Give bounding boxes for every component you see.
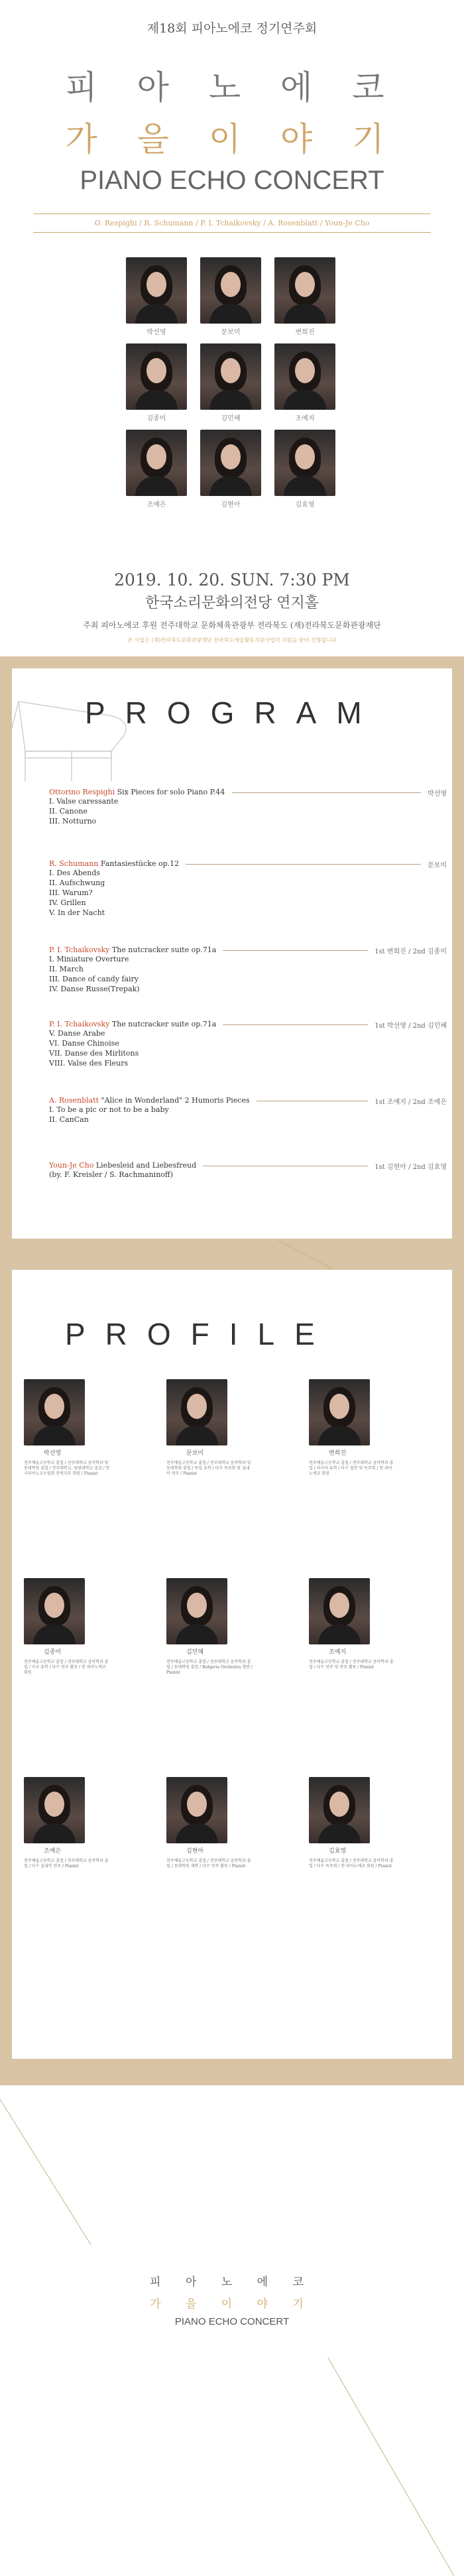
program-movement: IV. Danse Russe(Trepak)	[49, 985, 140, 993]
program-movement: III. Warum?	[49, 889, 93, 897]
poster-header	[0, 0, 464, 656]
program-movement: VII. Danse des Mirlitons	[49, 1049, 139, 1058]
program-item	[49, 1161, 447, 1180]
program-work: The nutcracker suite op.71a	[111, 1020, 217, 1028]
footer-section	[0, 2085, 464, 2569]
program-performer: 박선영	[428, 790, 447, 798]
performer-cell	[274, 343, 335, 422]
program-movement: IV. Grillen	[49, 898, 86, 907]
program-composer: R. Schumann	[49, 859, 99, 868]
program-item	[49, 859, 447, 918]
performer-cell	[200, 430, 261, 509]
program-work: Liebesleid and Liebesfreud	[95, 1161, 197, 1170]
performer-cell	[274, 257, 335, 336]
program-movement: II. March	[49, 965, 84, 973]
profile-entry	[309, 1379, 395, 1477]
support-note: 본 사업은 (재)전라북도문화관광재단 전라북도예술활동지원사업의 지원을 받아 진행됩니다	[127, 637, 337, 643]
profile-name: 김효영	[329, 1848, 347, 1855]
performer-name: 문보미	[221, 329, 241, 336]
program-movement: II. CanCan	[49, 1115, 89, 1124]
title-korean-1: 피 아 노 에 코	[65, 68, 399, 107]
program-item	[49, 946, 447, 994]
profile-bio: 전주예술고등학교 졸업 / 전주대학교 음악학과 졸업 / 다수 연주 및 반주 활동 / Pianist	[309, 1660, 394, 1670]
profile-bio: 전주예술고등학교 졸업 / 전주대학교 음악학과 및 동대학원 졸업 / 전주대학교, 원광대학교 출강 / 한국피아노교수협회 전북지부 회원 / Pianist	[24, 1461, 110, 1476]
program-rule	[186, 864, 421, 865]
program-movement: V. Danse Arabe	[49, 1029, 105, 1038]
profile-section	[0, 1270, 464, 2085]
footer-title-korean-1: 피 아 노 에 코	[150, 2276, 314, 2289]
profile-name: 문보미	[186, 1450, 204, 1457]
profile-bio: 전주예술고등학교 졸업 / 전주대학교 음악학과 졸업 / 다수 실내악 연주 / Pianist	[24, 1859, 109, 1869]
program-movement: (by. F. Kreisler / S. Rachmaninoff)	[49, 1170, 174, 1179]
program-rule	[232, 792, 421, 793]
profile-bio: 전주예술고등학교 졸업 / 전주대학교 음악학과 졸업 / 미국 유학 / 다수 연주 활동 / 현 피아노에코 회원	[24, 1660, 109, 1675]
portrait-photo	[200, 430, 261, 496]
portrait-photo	[166, 1777, 227, 1843]
portrait-photo	[24, 1379, 85, 1445]
profile-entry	[309, 1777, 395, 1869]
program-work: The nutcracker suite op.71a	[111, 946, 217, 954]
profile-entry	[309, 1578, 395, 1670]
performer-name: 김민혜	[221, 415, 241, 422]
portrait-photo	[274, 343, 335, 410]
portrait-photo	[126, 343, 187, 410]
portrait-photo	[126, 430, 187, 496]
profile-name: 변희진	[329, 1450, 347, 1457]
composer-list: O. Respighi / R. Schumann / P. I. Tchaikovsky / A. Rosenblatt / Youn-Je Cho	[94, 219, 370, 227]
program-composer: Youn-Je Cho	[49, 1161, 94, 1170]
program-movement: III. Dance of candy fairy	[49, 975, 139, 983]
portrait-photo	[274, 430, 335, 496]
profile-entry	[24, 1578, 110, 1676]
program-rule	[223, 1024, 368, 1025]
performer-name: 변희진	[295, 329, 315, 336]
profile-bio: 전주예술고등학교 졸업 / 전주대학교 음악학과 졸업 / 동대학원 재학 / 다수 연주 활동 / Pianist	[166, 1859, 251, 1869]
profile-entry	[166, 1379, 253, 1477]
performer-name: 김종미	[146, 415, 166, 422]
portrait-photo	[24, 1578, 85, 1644]
decor-line	[0, 2099, 91, 2245]
portrait-photo	[200, 343, 261, 410]
footer-title-english: PIANO ECHO CONCERT	[174, 2316, 290, 2327]
portrait-photo	[309, 1578, 370, 1644]
portrait-photo	[166, 1379, 227, 1445]
performer-cell	[126, 257, 187, 336]
program-movement: II. Canone	[49, 807, 87, 816]
performer-name: 조예지	[295, 415, 315, 422]
profile-bio: 전주예술고등학교 졸업 / 전주대학교 음악학과 및 동대학원 졸업 / 독일 유학 / 다수 독주회 및 실내악 연주 / Pianist	[166, 1461, 251, 1476]
program-composer: P. I. Tchaikovsky	[49, 946, 110, 954]
program-composer: Ottorino Respighi	[49, 788, 115, 796]
program-composer: A. Rosenblatt	[49, 1096, 99, 1105]
portrait-photo	[274, 257, 335, 324]
program-movement: I. Des Abends	[49, 869, 101, 877]
program-rule	[223, 950, 368, 951]
program-performer: 1st 조예지 / 2nd 조예은	[375, 1099, 447, 1106]
performer-cell	[200, 257, 261, 336]
program-performer: 1st 변희진 / 2nd 김종미	[375, 948, 447, 955]
profile-name: 김종미	[44, 1649, 62, 1656]
performer-cell	[126, 343, 187, 422]
program-movement: VI. Danse Chinoise	[49, 1039, 119, 1048]
performer-cell	[200, 343, 261, 422]
profile-bio: 전주예술고등학교 졸업 / 전주대학교 음악학과 졸업 / 동대학원 졸업 / Bulgaria Orchestra 협연 / Pianist	[166, 1660, 253, 1675]
performer-name: 김현아	[221, 501, 241, 509]
program-item	[49, 1020, 447, 1068]
profile-name: 조예은	[44, 1848, 62, 1855]
profile-entry	[24, 1379, 110, 1477]
footer-title-korean-2: 가 을 이 야 기	[150, 2298, 314, 2311]
profile-bio: 전주예술고등학교 졸업 / 전주대학교 음악학과 졸업 / 러시아 유학 / 다수 협연 및 독주회 / 현 피아노에코 회원	[309, 1461, 394, 1476]
program-section	[0, 656, 464, 1270]
profile-bio: 전주예술고등학교 졸업 / 전주대학교 음악학과 졸업 / 다수 독주회 / 현 피아노에코 회원 / Pianist	[309, 1859, 394, 1869]
performer-name: 조예은	[146, 501, 166, 509]
performer-cell	[274, 430, 335, 509]
portrait-photo	[200, 257, 261, 324]
profile-name: 조예지	[329, 1649, 347, 1656]
edition-label: 제18회 피아노에코 정기연주회	[146, 21, 318, 36]
program-movement: VIII. Valse des Fleurs	[49, 1059, 128, 1068]
divider-bottom	[33, 232, 431, 233]
portrait-photo	[166, 1578, 227, 1644]
program-item	[49, 788, 447, 826]
program-title: PROGRAM	[85, 696, 382, 730]
performer-cell	[126, 430, 187, 509]
program-performer: 1st 김현아 / 2nd 김효영	[375, 1164, 447, 1171]
program-work: Six Pieces for solo Piano P.44	[117, 788, 225, 796]
program-movement: II. Aufschwung	[49, 879, 105, 887]
event-date: 2019. 10. 20. SUN. 7:30 PM	[114, 570, 350, 589]
profile-entry	[166, 1777, 253, 1869]
title-korean-2: 가 을 이 야 기	[65, 120, 399, 158]
event-venue: 한국소리문화의전당 연지홀	[145, 595, 319, 611]
portrait-photo	[126, 257, 187, 324]
profile-title: PROFILE	[65, 1317, 335, 1351]
organizer-line: 주최 피아노에코 후원 전주대학교 문화체육관광부 전라북도 (재)전라북도문화관광재단	[83, 621, 381, 630]
program-movement: I. Miniature Overture	[49, 955, 129, 963]
profile-name: 박선영	[44, 1450, 62, 1457]
profile-name: 김현아	[186, 1848, 204, 1855]
program-card	[12, 668, 452, 1239]
program-composer: P. I. Tchaikovsky	[49, 1020, 110, 1028]
decor-line	[327, 2357, 454, 2576]
program-movement: I. Valse caressante	[49, 797, 119, 806]
program-performer: 문보미	[428, 862, 447, 869]
program-movement: III. Notturno	[49, 817, 97, 826]
profile-card	[12, 1270, 452, 2059]
performer-name: 김효영	[295, 501, 315, 509]
program-performer: 1st 박선영 / 2nd 김민혜	[375, 1022, 447, 1030]
program-work: Fantasiestücke op.12	[100, 859, 180, 868]
profile-entry	[24, 1777, 110, 1869]
portrait-photo	[24, 1777, 85, 1843]
profile-name: 김민혜	[186, 1649, 204, 1656]
title-english: PIANO ECHO CONCERT	[80, 166, 384, 195]
performer-name: 박선영	[146, 329, 166, 336]
portrait-photo	[309, 1777, 370, 1843]
program-movement: I. To be a pic or not to be a baby	[49, 1105, 169, 1114]
profile-entry	[166, 1578, 253, 1676]
portrait-photo	[309, 1379, 370, 1445]
program-work: "Alice in Wonderland" 2 Humoris Pieces	[101, 1096, 250, 1105]
program-item	[49, 1096, 447, 1125]
program-movement: V. In der Nacht	[49, 908, 105, 917]
